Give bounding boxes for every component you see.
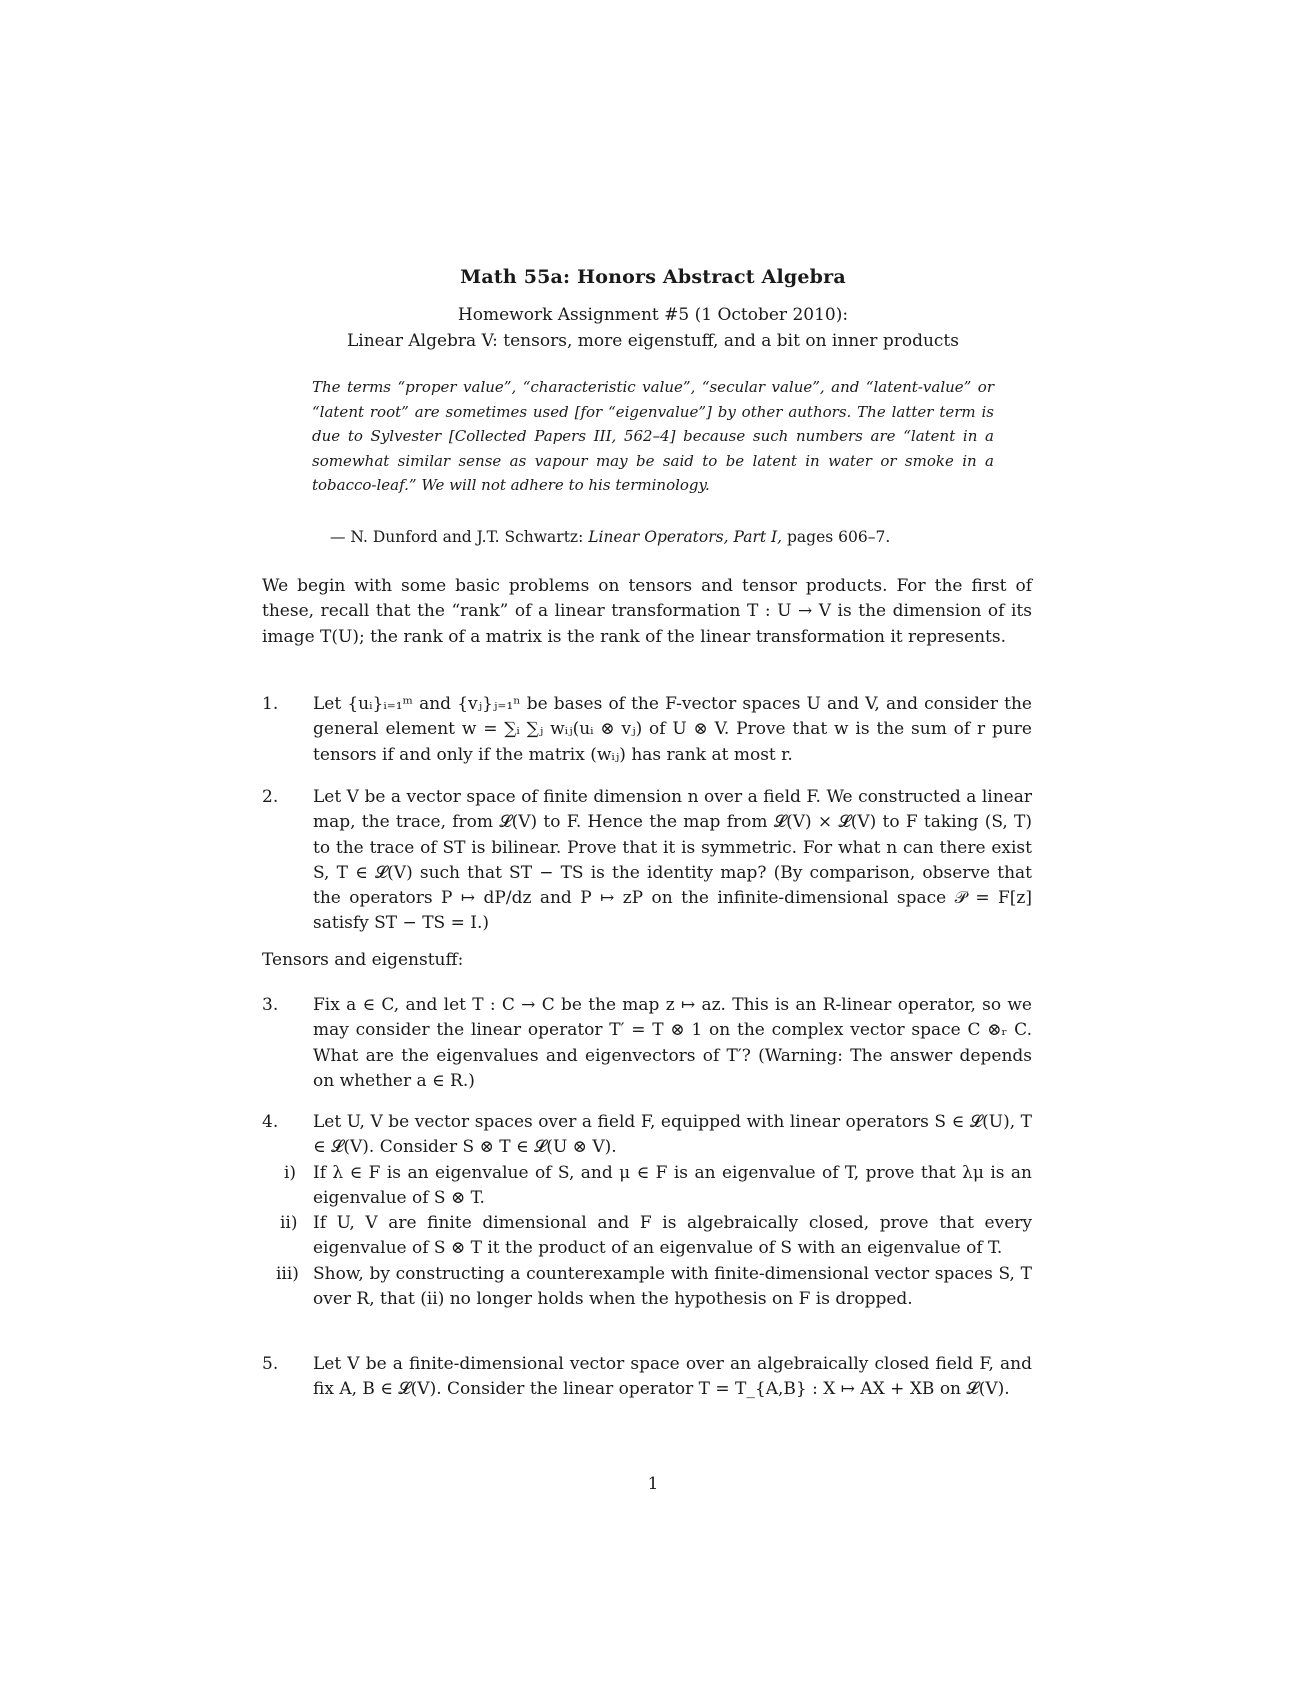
problem-text: Let V be a vector space of finite dimension n over a field F. We constructed a linear map, the trace, from 𝓛(V) to F. Hence the map from 𝓛(V) × 𝓛(V) to F taking (S, T) to the trace of ST is bilinear. Prove that it is symmetric. For what n can there exist S, T ∈ 𝓛(V) such that ST − TS is the identity map? (By comparison, observe that the operators P ↦ dP/dz and P ↦ zP on the infinite-dimensional space 𝒫 = F[z] satisfy ST − TS = I.) [313,787,1032,934]
problem-number: 4. [262,1112,279,1132]
problem-2 [262,785,1032,937]
problem-4 [262,1110,1032,1312]
part-text: If λ ∈ F is an eigenvalue of S, and μ ∈ F is an eigenvalue of T, prove that λμ is an eigenvalue of S ⊗ T. [313,1162,1032,1208]
assignment-line: Homework Assignment #5 (1 October 2010): [457,305,849,325]
problem-number: 1. [262,694,279,714]
problem-3 [262,993,1032,1094]
page-number: 1 [647,1474,659,1494]
epigraph-quote: The terms “proper value”, “characteristic value”, “secular value”, and “latent-value” or “latent root” are sometimes used [for “eigenvalue”] by other authors. The latter term is due to Sylvester [Collected Papers III, 562–4] because such numbers are “latent in a somewhat similar sense as vapour may be said to be latent in water or smoke in a tobacco-leaf.” We will not adhere to his terminology. [312,378,994,494]
problem-number: 3. [262,995,279,1015]
attribution-work: Linear Operators, Part I, [588,528,783,546]
problem-number: 5. [262,1354,279,1374]
part-text: If U, V are finite dimensional and F is algebraically closed, prove that every eigenvalue of S ⊗ T it the product of an eigenvalue of S with an eigenvalue of T. [313,1213,1032,1259]
part-label: iii) [276,1263,299,1284]
problem-4-part-iii [276,1262,1032,1313]
problem-1 [262,692,1032,768]
epigraph-attribution [330,528,1010,546]
topic-line: Linear Algebra V: tensors, more eigenstuff, and a bit on inner products [346,331,959,351]
intro-paragraph: We begin with some basic problems on tensors and tensor products. For the first of these, recall that the “rank” of a linear transformation T : U → V is the dimension of its image T(U); the rank of a matrix is the rank of the linear transformation it represents. [262,576,1032,647]
problem-number: 2. [262,787,279,807]
part-text: Show, by constructing a counterexample with finite-dimensional vector spaces S, T over R, that (ii) no longer holds when the hypothesis on F is dropped. [313,1263,1032,1310]
problem-text: Let U, V be vector spaces over a field F, equipped with linear operators S ∈ 𝓛(U), T ∈ 𝓛(V). Consider S ⊗ T ∈ 𝓛(U ⊗ V). [313,1112,1032,1158]
problem-text: Let V be a finite-dimensional vector space over an algebraically closed field F, and fix A, B ∈ 𝓛(V). Consider the linear operator T = T_{A,B} : X ↦ AX + XB on 𝓛(V). [313,1354,1032,1400]
part-label: i) [284,1162,297,1183]
problem-4-part-i [284,1161,1032,1212]
attribution-prefix: — N. Dunford and J.T. Schwartz: [330,528,589,546]
problem-text: Fix a ∈ C, and let T : C → C be the map z ↦ az. This is an R-linear operator, so we may consider the linear operator T′ = T ⊗ 1 on the complex vector space C ⊗ᵣ C. What are the eigenvalues and eigenvectors of T′? (Warning: The answer depends on whether a ∈ R.) [313,995,1032,1091]
problem-5 [262,1352,1032,1403]
problem-4-part-ii [280,1211,1032,1262]
document-title: Math 55a: Honors Abstract Algebra [460,266,846,288]
section-heading: Tensors and eigenstuff: [262,950,464,970]
attribution-suffix: pages 606–7. [782,528,891,546]
problem-text: Let {uᵢ}ᵢ₌₁ᵐ and {vⱼ}ⱼ₌₁ⁿ be bases of the F-vector spaces U and V, and consider the general element w = ∑ᵢ ∑ⱼ wᵢⱼ(uᵢ ⊗ vⱼ) of U ⊗ V. Prove that w is the sum of r pure tensors if and only if the matrix (wᵢⱼ) has rank at most r. [313,694,1032,765]
part-label: ii) [280,1213,298,1234]
